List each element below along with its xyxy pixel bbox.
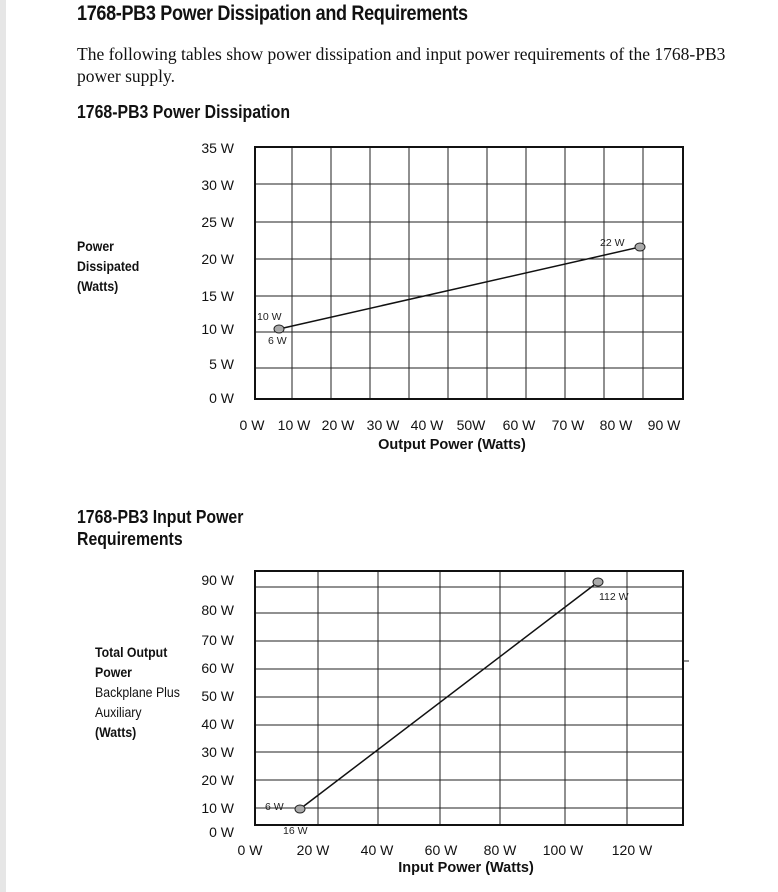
dissipation-y-tick-label: 25 W [201,214,234,230]
dissipation-x-tick-label: 10 W [277,417,311,433]
dissipation-data-point [274,325,284,333]
input-power-x-tick-label: 20 W [296,842,330,858]
intro-paragraph: The following tables show power dissipation and input power requirements of the 1768-PB3 power supply. [77,44,726,86]
dissipation-x-tick-label: 0 W [239,417,265,433]
dissipation-x-axis-title: Output Power (Watts) [378,437,526,453]
input-ylabel-line: Power [95,664,132,680]
page-title: 1768-PB3 Power Dissipation and Requirements [77,2,468,25]
input-ylabel-line: Backplane Plus [95,684,180,700]
input-power-data-label: 6 W [265,801,284,813]
input-power-x-tick-label: 120 W [611,842,653,858]
dissipation-x-tick-label: 20 W [321,417,355,433]
dissipation-y-tick-label: 20 W [201,251,234,267]
plot-frame [255,147,683,399]
input-power-y-tick-label: 70 W [201,632,234,648]
dissipation-ylabel-line: Power [77,238,114,254]
input-power-y-tick-label: 40 W [201,716,234,732]
section2-title-line: Requirements [77,529,183,549]
input-power-y-tick-label: 30 W [201,744,234,760]
input-power-x-tick-label: 0 W [237,842,263,858]
dissipation-ylabel-line: Dissipated [77,258,140,274]
plot-frame [255,571,683,825]
dissipation-y-tick-label: 35 W [201,140,234,156]
dissipation-x-tick-label: 80 W [599,417,633,433]
dissipation-x-tick-label: 90 W [647,417,681,433]
dissipation-x-tick-label: 50W [456,417,486,433]
input-power-x-tick-label: 60 W [424,842,458,858]
dissipation-x-tick-label: 30 W [366,417,400,433]
input-power-x-axis-title: Input Power (Watts) [398,860,534,876]
input-power-x-tick-label: 100 W [542,842,584,858]
input-power-data-label: 112 W [599,591,629,603]
input-power-y-tick-label: 90 W [201,572,234,588]
input-power-data-point [295,805,305,813]
dissipation-ylabel-line: (Watts) [77,278,119,294]
input-power-series-line [300,582,598,809]
dissipation-data-label: 6 W [268,335,287,347]
dissipation-data-point [635,243,645,251]
input-ylabel-line: Total Output [95,644,168,660]
input-power-data-point [593,578,603,586]
input-power-y-tick-label: 0 W [209,824,234,840]
input-ylabel-line: (Watts) [95,724,137,740]
dissipation-x-tick-label: 70 W [551,417,585,433]
dissipation-y-tick-label: 30 W [201,177,234,193]
dissipation-x-tick-label: 40 W [410,417,444,433]
dissipation-y-tick-label: 5 W [209,356,234,372]
dissipation-y-tick-label: 0 W [209,390,234,406]
input-power-data-label: 16 W [283,825,308,837]
dissipation-data-label: 22 W [600,237,625,249]
section2-title-line: 1768-PB3 Input Power [77,507,244,527]
dissipation-data-label: 10 W [257,311,282,323]
input-power-y-tick-label: 50 W [201,688,234,704]
section-title-dissipation: 1768-PB3 Power Dissipation [77,102,291,122]
input-power-y-tick-label: 80 W [201,602,234,618]
input-ylabel-line: Auxiliary [95,704,142,720]
input-power-y-tick-label: 10 W [201,800,234,816]
input-power-x-tick-label: 40 W [360,842,394,858]
dissipation-y-tick-label: 15 W [201,288,234,304]
input-power-y-tick-label: 60 W [201,660,234,676]
dissipation-x-tick-label: 60 W [502,417,536,433]
dissipation-y-tick-label: 10 W [201,321,234,337]
input-power-y-tick-label: 20 W [201,772,234,788]
input-power-x-tick-label: 80 W [483,842,517,858]
